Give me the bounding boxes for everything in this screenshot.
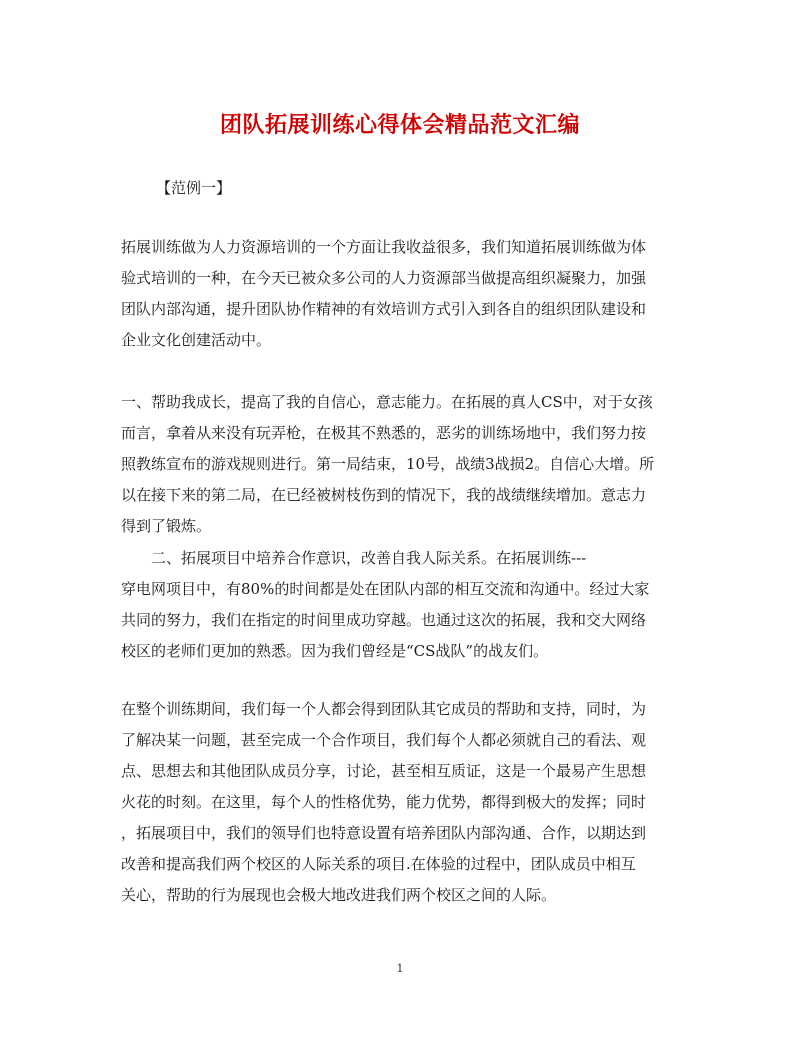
paragraph-line: 关心，帮助的行为展现也会极大地改进我们两个校区之间的人际。 — [121, 886, 557, 904]
example-label: 【范例一】 — [156, 179, 232, 197]
paragraph-line: 二、拓展项目中培养合作意识，改善自我人际关系。在拓展训练--- — [151, 549, 587, 567]
paragraph-line: 在整个训练期间，我们每一个人都会得到团队其它成员的帮助和支持，同时，为 — [121, 700, 647, 718]
paragraph-line: 改善和提高我们两个校区的人际关系的项目.在体验的过程中，团队成员中相互 — [121, 855, 636, 873]
paragraph-line: 火花的时刻。在这里，每个人的性格优势，能力优势，都得到极大的发挥；同时 — [121, 793, 647, 811]
paragraph-line: 以在接下来的第二局，在已经被树枝伤到的情况下，我的战绩继续增加。意志力 — [121, 486, 647, 504]
paragraph-line: 穿电网项目中，有80%的时间都是处在团队内部的相互交流和沟通中。经过大家 — [121, 580, 650, 598]
paragraph-point-one — [121, 387, 687, 542]
paragraph-line: 校区的老师们更加的熟悉。因为我们曾经是“CS战队”的战友们。 — [121, 642, 549, 660]
paragraph-line: 共同的努力，我们在指定的时间里成功穿越。也通过这次的拓展，我和交大网络 — [121, 611, 647, 629]
paragraph-line: 点、思想去和其他团队成员分享，讨论，甚至相互质证，这是一个最易产生思想 — [121, 762, 647, 780]
paragraph-line: ，拓展项目中，我们的领导们也特意设置有培养团队内部沟通、合作，以期达到 — [121, 824, 647, 842]
paragraph-line: 拓展训练做为人力资源培训的一个方面让我收益很多，我们知道拓展训练做为体 — [121, 238, 647, 256]
paragraph-line: 一、帮助我成长，提高了我的自信心，意志能力。在拓展的真人CS中，对于女孩 — [121, 393, 653, 411]
paragraph-line: 验式培训的一种，在今天已被众多公司的人力资源部当做提高组织凝聚力，加强 — [121, 269, 647, 287]
paragraph-line: 得到了锻炼。 — [121, 517, 212, 535]
paragraph-training-period — [121, 694, 687, 911]
paragraph-line: 企业文化创建活动中。 — [121, 331, 272, 349]
paragraph-intro — [121, 232, 687, 356]
page-title: 团队拓展训练心得体会精品范文汇编 — [219, 112, 580, 138]
paragraph-line: 团队内部沟通，提升团队协作精神的有效培训方式引入到各自的组织团队建设和 — [121, 300, 647, 318]
paragraph-point-two — [121, 543, 687, 667]
page-number: 1 — [396, 962, 404, 975]
paragraph-line: 了解决某一问题，甚至完成一个合作项目，我们每个人都必须就自己的看法、观 — [121, 731, 647, 749]
paragraph-line: 照教练宣布的游戏规则进行。第一局结束，10号，战绩3战损2。自信心大增。所 — [121, 455, 655, 473]
paragraph-line: 而言，拿着从来没有玩弄枪，在极其不熟悉的，恶劣的训练场地中，我们努力按 — [121, 424, 647, 442]
